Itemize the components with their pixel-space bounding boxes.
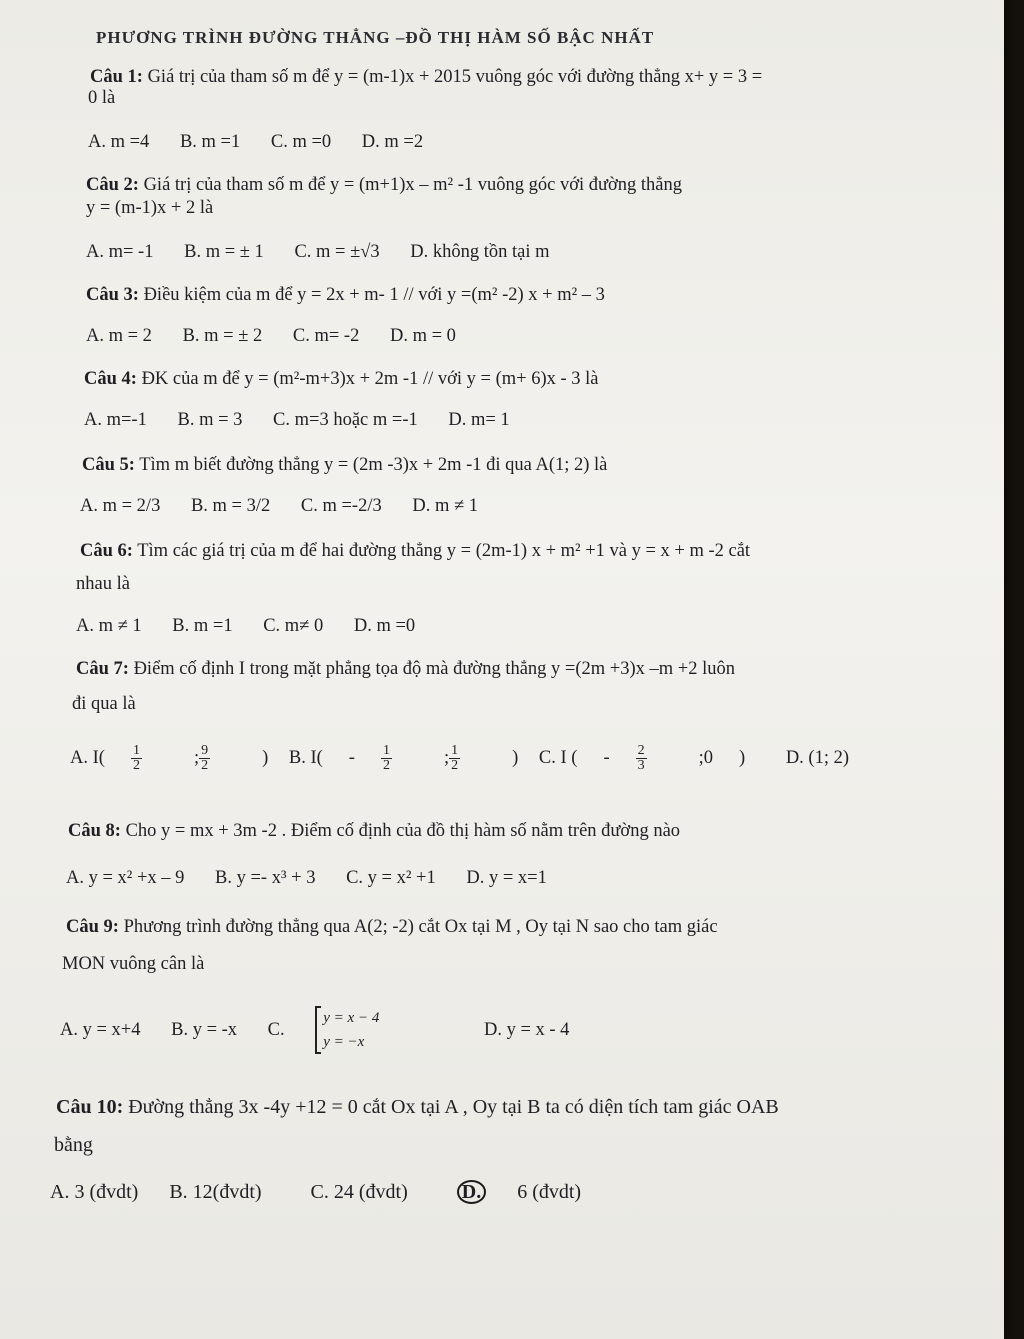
question-9-continuation: MON vuông cân là xyxy=(62,954,205,974)
question-1-continuation: 0 là xyxy=(88,88,116,108)
question-10-options xyxy=(50,1180,633,1204)
question-text: Điều kiệm của m để y = 2x + m- 1 // với y =(m² -2) x + m² – 3 xyxy=(143,285,605,305)
question-label: Câu 4: xyxy=(84,369,137,389)
option-b: B. y = -x xyxy=(171,1019,238,1040)
question-9-options xyxy=(60,1006,595,1054)
option-a: A. 3 (đvdt) xyxy=(50,1181,139,1203)
question-text: Cho y = mx + 3m -2 . Điểm cố định của đồ thị hàm số nằm trên đường nào xyxy=(125,821,681,841)
option-d: D. 6 (đvdt) xyxy=(457,1181,607,1203)
question-label: Câu 2: xyxy=(86,175,139,195)
option-a: A. m=-1 xyxy=(84,410,147,430)
question-label: Câu 10: xyxy=(56,1096,124,1118)
option-d: D. m =2 xyxy=(361,132,424,152)
option-a: A. I( $\frac{1}{2}$ ; $\frac{9}{2}$ ) xyxy=(70,743,273,773)
option-b: B. m = 3 xyxy=(177,410,243,430)
question-1-options xyxy=(88,132,449,153)
question-7 xyxy=(76,656,735,682)
question-10-continuation: bằng xyxy=(54,1134,93,1156)
question-5-options xyxy=(80,496,504,517)
question-6-options xyxy=(76,616,441,637)
circled-answer-mark: D. xyxy=(457,1180,486,1204)
question-text: Điểm cố định I trong mặt phẳng tọa độ mà đường thẳng y =(2m +3)x –m +2 luôn xyxy=(133,659,735,679)
option-c: C. m= -2 xyxy=(292,326,360,346)
option-d: D. m ≠ 1 xyxy=(412,496,479,516)
question-2-options xyxy=(86,242,576,263)
option-a: A. m = 2/3 xyxy=(80,496,161,516)
question-4-options xyxy=(84,410,536,431)
option-a: A. m ≠ 1 xyxy=(76,616,142,636)
question-text: Đường thẳng 3x -4y +12 = 0 cắt Ox tại A , Oy tại B ta có diện tích tam giác OAB xyxy=(128,1096,779,1118)
question-label: Câu 9: xyxy=(66,917,119,937)
question-text: Tìm m biết đường thẳng y = (2m -3)x + 2m -1 đi qua A(1; 2) là xyxy=(139,455,608,475)
option-a: A. m= -1 xyxy=(86,242,154,262)
option-a: A. y = x+4 xyxy=(60,1019,141,1040)
option-d: D. y = x=1 xyxy=(466,868,547,888)
option-c: C. I ( - $\frac{2}{3}$ ;0 ) xyxy=(538,743,750,773)
option-b: B. m =1 xyxy=(172,616,233,636)
option-b: B. m = 3/2 xyxy=(190,496,271,516)
question-7-continuation: đi qua là xyxy=(72,694,136,714)
option-c: C. m≠ 0 xyxy=(263,616,324,636)
question-8 xyxy=(68,818,680,844)
question-text: ĐK của m để y = (m²-m+3)x + 2m -1 // với y = (m+ 6)x - 3 là xyxy=(141,369,599,389)
option-d: D. m =0 xyxy=(353,616,416,636)
question-label: Câu 7: xyxy=(76,659,129,679)
question-label: Câu 5: xyxy=(82,455,135,475)
option-c: C. 24 (đvdt) xyxy=(310,1181,408,1203)
option-a: A. m =4 xyxy=(88,132,150,152)
question-3-options xyxy=(86,326,482,347)
question-8-options xyxy=(66,868,573,889)
question-1 xyxy=(90,64,762,90)
option-d: D. m = 0 xyxy=(389,326,456,346)
option-d: D. không tồn tại m xyxy=(410,242,550,262)
option-d: D. y = x - 4 xyxy=(483,1019,570,1040)
question-label: Câu 6: xyxy=(80,541,133,561)
question-9 xyxy=(66,914,718,940)
option-d: D. m= 1 xyxy=(448,410,510,430)
question-text: Phương trình đường thẳng qua A(2; -2) cắt Ox tại M , Oy tại N sao cho tam giác xyxy=(123,917,718,937)
option-c: C. m =0 xyxy=(270,132,332,152)
question-2 xyxy=(86,172,682,198)
option-b: B. y =- x³ + 3 xyxy=(215,868,316,888)
question-label: Câu 1: xyxy=(90,67,143,87)
option-a: A. m = 2 xyxy=(86,326,152,346)
option-c: C. m=3 hoặc m =-1 xyxy=(273,410,418,430)
question-3 xyxy=(86,282,605,308)
option-c: C. m =-2/3 xyxy=(300,496,382,516)
option-c: C. y = x² +1 xyxy=(346,868,436,888)
option-c: C. m = ±√3 xyxy=(294,242,380,262)
question-label: Câu 8: xyxy=(68,821,121,841)
question-label: Câu 3: xyxy=(86,285,139,305)
question-4 xyxy=(84,366,599,392)
question-6 xyxy=(80,538,750,564)
option-b: B. m = ± 1 xyxy=(184,242,264,262)
question-5 xyxy=(82,452,607,478)
option-b: B. m =1 xyxy=(179,132,241,152)
option-b: B. m = ± 2 xyxy=(182,326,263,346)
question-2-continuation: y = (m-1)x + 2 là xyxy=(86,198,214,218)
option-b: B. 12(đvdt) xyxy=(169,1181,262,1203)
option-d: D. (1; 2) xyxy=(785,747,850,768)
option-b: B. I( - $\frac{1}{2}$ ; $\frac{1}{2}$ ) xyxy=(288,743,523,773)
question-6-continuation: nhau là xyxy=(76,574,130,594)
document-title: PHƯƠNG TRÌNH ĐƯỜNG THẲNG –ĐỒ THỊ HÀM SỐ BẬC NHẤT xyxy=(96,28,655,47)
option-a: A. y = x² +x – 9 xyxy=(66,868,185,888)
question-text: Giá trị của tham số m để y = (m+1)x – m² -1 vuông góc với đường thẳng xyxy=(143,175,683,195)
question-10 xyxy=(56,1094,779,1120)
question-7-options xyxy=(70,744,875,773)
option-c: C. y = x − 4 y = −x xyxy=(268,1019,436,1039)
question-text: Giá trị của tham số m để y = (m-1)x + 2015 vuông góc với đường thẳng x+ y = 3 = xyxy=(147,67,763,87)
equation-system: y = x − 4 y = −x xyxy=(315,1006,405,1054)
question-text: Tìm các giá trị của m để hai đường thẳng y = (2m-1) x + m² +1 và y = x + m -2 cắt xyxy=(137,541,751,561)
